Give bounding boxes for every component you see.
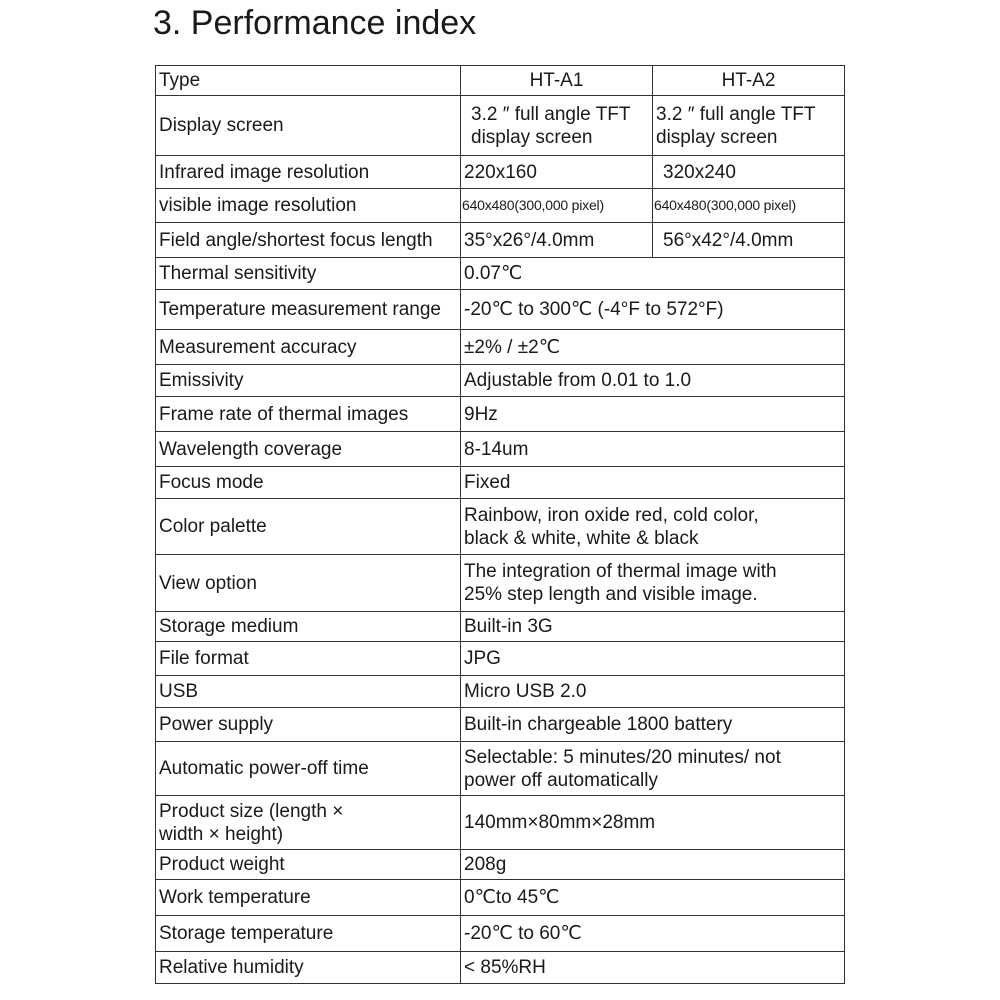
row-value-b: 3.2 ″ full angle TFT display screen — [653, 96, 845, 156]
row-label: Display screen — [156, 96, 461, 156]
header-model-a: HT-A1 — [461, 66, 653, 96]
table-row — [156, 223, 845, 258]
row-label: Infrared image resolution — [156, 156, 461, 189]
row-value: -20℃ to 300℃ (-4°F to 572°F) — [461, 290, 845, 330]
row-value-b: 640x480(300,000 pixel) — [653, 189, 845, 223]
row-value: JPG — [461, 642, 845, 676]
table-row — [156, 850, 845, 880]
row-label: Storage temperature — [156, 916, 461, 952]
row-value-b: 320x240 — [653, 156, 845, 189]
table-row — [156, 676, 845, 708]
table-row — [156, 880, 845, 916]
table-row — [156, 432, 845, 467]
row-value: 140mm×80mm×28mm — [461, 796, 845, 850]
row-value-a: 3.2 ″ full angle TFT display screen — [461, 96, 653, 156]
row-label: Product weight — [156, 850, 461, 880]
row-value: 9Hz — [461, 397, 845, 432]
table-row — [156, 555, 845, 612]
row-label: visible image resolution — [156, 189, 461, 223]
table-row — [156, 952, 845, 984]
row-value: Built-in chargeable 1800 battery — [461, 708, 845, 742]
table-header-row — [156, 66, 845, 96]
table-row — [156, 397, 845, 432]
table-row — [156, 708, 845, 742]
row-value: 208g — [461, 850, 845, 880]
row-value-a: 35°x26°/4.0mm — [461, 223, 653, 258]
page-title: 3. Performance index — [153, 4, 477, 42]
row-label: Relative humidity — [156, 952, 461, 984]
row-label: Automatic power-off time — [156, 742, 461, 796]
row-value: < 85%RH — [461, 952, 845, 984]
row-value: Adjustable from 0.01 to 1.0 — [461, 365, 845, 397]
table-row — [156, 612, 845, 642]
row-value: 0.07℃ — [461, 258, 845, 290]
performance-table — [155, 65, 845, 984]
table-row — [156, 916, 845, 952]
table-row — [156, 96, 845, 156]
row-label: Temperature measurement range — [156, 290, 461, 330]
row-value: 8-14um — [461, 432, 845, 467]
table-row — [156, 796, 845, 850]
table-row — [156, 499, 845, 555]
table-row — [156, 365, 845, 397]
row-label: Storage medium — [156, 612, 461, 642]
header-model-b: HT-A2 — [653, 66, 845, 96]
row-value: Selectable: 5 minutes/20 minutes/ not power off automatically — [461, 742, 845, 796]
row-label: Wavelength coverage — [156, 432, 461, 467]
row-label: Power supply — [156, 708, 461, 742]
row-value-a: 220x160 — [461, 156, 653, 189]
table-row — [156, 189, 845, 223]
row-label: View option — [156, 555, 461, 612]
row-value: Micro USB 2.0 — [461, 676, 845, 708]
table-row — [156, 467, 845, 499]
row-label: Color palette — [156, 499, 461, 555]
row-label: Frame rate of thermal images — [156, 397, 461, 432]
row-value: Built-in 3G — [461, 612, 845, 642]
row-label: Thermal sensitivity — [156, 258, 461, 290]
row-label: File format — [156, 642, 461, 676]
table-row — [156, 156, 845, 189]
table-row — [156, 330, 845, 365]
row-value: Rainbow, iron oxide red, cold color, black & white, white & black — [461, 499, 845, 555]
row-label: Field angle/shortest focus length — [156, 223, 461, 258]
row-value: The integration of thermal image with 25% step length and visible image. — [461, 555, 845, 612]
table-row — [156, 258, 845, 290]
row-label: Work temperature — [156, 880, 461, 916]
row-value-a: 640x480(300,000 pixel) — [461, 189, 653, 223]
table-row — [156, 642, 845, 676]
row-label: USB — [156, 676, 461, 708]
table-row — [156, 742, 845, 796]
row-label: Emissivity — [156, 365, 461, 397]
row-label: Measurement accuracy — [156, 330, 461, 365]
row-value: -20℃ to 60℃ — [461, 916, 845, 952]
table-row — [156, 290, 845, 330]
row-label: Product size (length × width × height) — [156, 796, 461, 850]
row-label: Focus mode — [156, 467, 461, 499]
row-value: 0℃to 45℃ — [461, 880, 845, 916]
row-value: ±2% / ±2℃ — [461, 330, 845, 365]
header-type: Type — [156, 66, 461, 96]
row-value: Fixed — [461, 467, 845, 499]
row-value-b: 56°x42°/4.0mm — [653, 223, 845, 258]
